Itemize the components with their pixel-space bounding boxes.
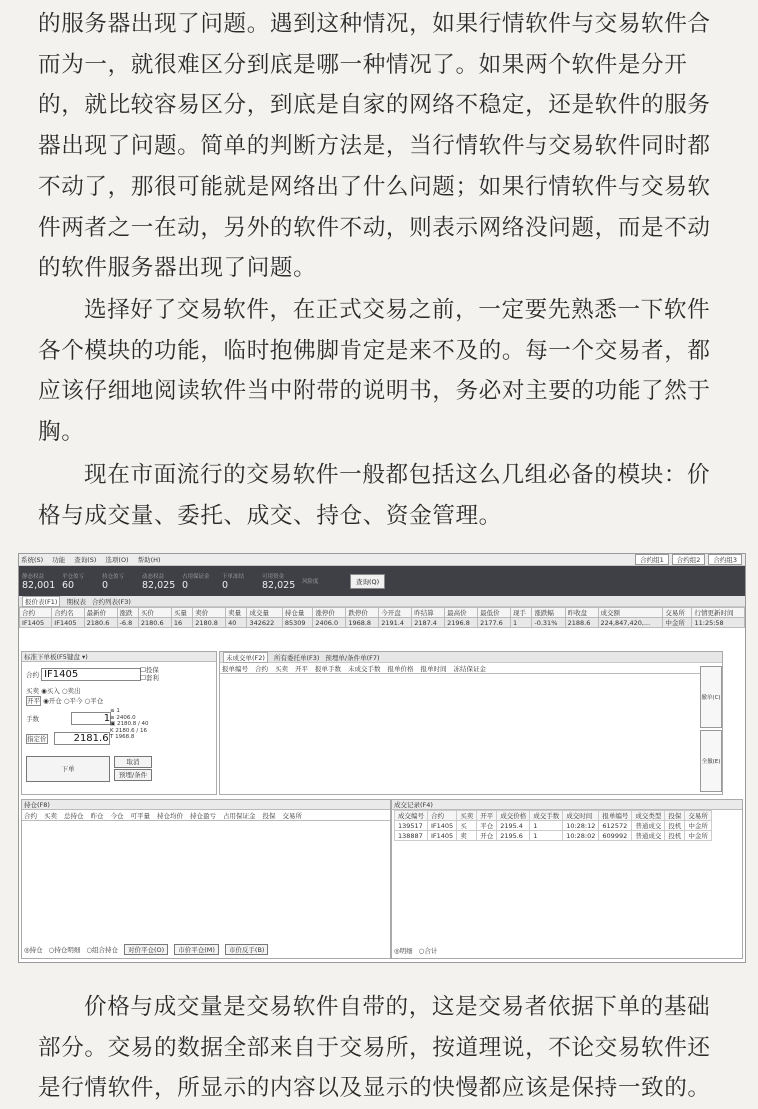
tab-all-orders[interactable]: 所有委托单(F3) [273,653,320,662]
paragraph-3: 现在市面流行的交易软件一般都包括这么几组必备的模块：价格与成交量、委托、成交、持仓、资金管理。 [38,462,711,529]
trade-cell: 买 [457,821,477,831]
cancel-order-button[interactable]: 撤单(C) [700,666,722,728]
quote-header-cell[interactable]: 行情更新时间 [692,608,745,618]
quote-header-cell[interactable]: 交易所 [663,608,692,618]
pending-column-header[interactable]: 合约 [255,664,268,673]
order-panel [21,651,217,795]
positions-column-header[interactable]: 投保 [262,811,276,820]
positions-footer-control[interactable]: 市价平仓(M) [174,944,219,955]
menu-function[interactable]: 功能 [52,556,66,564]
trades-column-header[interactable]: 成交编号 [395,811,428,821]
quote-cell[interactable]: -0.31% [532,618,565,628]
trade-cell: 平仓 [477,821,497,831]
quote-cell[interactable]: 342622 [247,618,282,628]
positions-column-header[interactable]: 今仓 [110,811,124,820]
cancel-all-button[interactable]: 全撤(E) [700,730,722,792]
quote-cell[interactable]: 2180.8 [193,618,226,628]
trade-cell: 普通成交 [632,831,665,841]
trade-cell: 609992 [599,831,632,841]
order-action-buttons [700,666,722,794]
account-cell: 占用保证金 0 [182,573,210,591]
trade-cell: 中金所 [685,821,712,831]
buy-radio[interactable]: ◉买入 [41,687,60,695]
quote-header-cell[interactable]: 卖量 [226,608,247,618]
price-row: 指定价 2181.6 [27,733,109,744]
trades-column-header[interactable]: 成交手数 [530,811,563,821]
trading-software-screenshot [18,553,746,963]
quote-header-cell[interactable]: 合约名 [52,608,84,618]
account-cell: 平仓盈亏 60 [62,573,85,591]
contract-row: 合约 IF1405 [26,668,141,681]
tab-group-2[interactable]: 合约组2 [672,554,706,565]
price-input[interactable]: 2181.6 [54,732,110,745]
quote-cell[interactable]: 16 [171,618,192,628]
positions-footer-control[interactable]: 市价反手(B) [225,944,269,955]
trade-cell: 投机 [665,821,685,831]
quote-header-cell[interactable]: 今开盘 [379,608,412,618]
quote-header-cell[interactable]: 卖价 [193,608,226,618]
quote-tabs [19,596,745,607]
positions-footer-control[interactable]: 对价平仓(O) [124,944,168,955]
account-cell: 持仓盈亏 0 [102,573,125,591]
quote-cell[interactable]: 2177.6 [478,618,511,628]
pending-tabs [220,652,722,663]
quote-header-cell[interactable]: 成交额 [598,608,663,618]
trades-panel [391,799,743,959]
trades-column-header[interactable]: 开平 [477,811,497,821]
quote-header-cell[interactable]: 涨跌幅 [532,608,565,618]
trade-cell: 1 [530,831,563,841]
quote-header-cell[interactable]: 昨结算 [412,608,445,618]
positions-column-header[interactable]: 占用保证金 [223,811,256,820]
positions-footer-control[interactable]: ◎持仓 [24,946,43,954]
table-row[interactable] [395,831,712,841]
tab-contracts[interactable]: 合约列表(F3) [91,597,131,606]
quote-cell[interactable]: 中金所 [663,618,692,628]
open-radio[interactable]: ◉开仓 [43,697,62,705]
menu-system[interactable]: 系统(S) [21,556,44,564]
trades-column-header[interactable]: 报单编号 [599,811,632,821]
trade-cell: 10:28:12 [563,821,599,831]
positions-column-header[interactable]: 交易所 [282,811,302,820]
trade-cell: IF1405 [428,831,457,841]
trade-cell: 投机 [665,831,685,841]
account-cell: 静态权益 82,001 [22,573,56,591]
trade-cell: 卖 [457,831,477,841]
quote-cell[interactable]: 40 [226,618,247,628]
positions-column-header[interactable]: 可平量 [130,811,150,820]
trade-cell: 开仓 [477,831,497,841]
quote-cell[interactable]: 2188.6 [565,618,598,628]
positions-column-header[interactable]: 合约 [24,811,37,820]
trade-cell: 1 [530,821,563,831]
arbitrage-checkbox[interactable]: ☐套利 [140,674,159,682]
account-cell: 下单冻结 0 [222,573,245,591]
positions-footer-control[interactable]: ○持仓明细 [48,946,81,954]
buysell-row: 买卖 ◉买入 ○卖出 [26,687,81,695]
quote-header-cell[interactable]: 涨跌 [117,608,138,618]
quote-cell[interactable]: 1968.8 [346,618,379,628]
positions-column-header[interactable]: 持仓盈亏 [190,811,216,820]
table-row[interactable] [395,821,712,831]
sell-radio[interactable]: ○卖出 [61,687,81,695]
pending-column-header[interactable]: 未成交手数 [348,664,381,673]
positions-footer-control[interactable]: ○组合持仓 [86,946,119,954]
quote-table [19,607,745,628]
quote-header-cell[interactable]: 昨收盘 [565,608,598,618]
pending-column-header[interactable]: 报单手数 [315,664,341,673]
account-cell: 风险度 [302,579,319,585]
trade-cell: IF1405 [428,821,457,831]
quote-cell[interactable]: 2187.4 [412,618,445,628]
positions-column-header[interactable]: 昨仓 [90,811,104,820]
quote-header-cell[interactable]: 成交量 [247,608,282,618]
positions-column-header[interactable]: 买卖 [44,811,57,820]
quote-header-cell[interactable]: 现手 [511,608,532,618]
menu-help[interactable]: 帮助(H) [137,556,161,564]
trades-title: 成交记录(F4) [392,800,742,810]
quote-header-cell[interactable]: 合约 [20,608,52,618]
tab-group-3[interactable]: 合约组3 [708,554,742,565]
positions-panel [21,799,391,959]
trades-column-header[interactable]: 交易所 [685,811,712,821]
pending-column-header[interactable]: 报单编号 [222,664,248,673]
quote-header-cell[interactable]: 最新价 [84,608,117,618]
quote-header-cell[interactable]: 买价 [138,608,171,618]
positions-columns [22,810,390,821]
quote-cell[interactable]: 2180.6 [84,618,117,628]
trades-footer-radio[interactable]: ◎明细 [394,947,413,955]
quote-cell[interactable]: IF1405 [20,618,52,628]
tab-unfilled[interactable]: 未成交单(F2) [223,652,268,663]
quote-header-cell[interactable]: 跌停价 [346,608,379,618]
quote-cell[interactable]: 2196.8 [445,618,478,628]
price-levels: ≤ 1 ≥ 2406.0 ▣ 2180.8 / 40 K 2180.6 / 16 T 1968.8 [110,708,149,740]
hedge-checkbox[interactable]: ☐投保 [140,666,159,674]
positions-footer [24,944,274,955]
submit-order-button[interactable]: 下单 [26,756,110,782]
positions-title: 持仓(F8) [22,800,390,810]
menu-bar [19,554,745,566]
qty-input[interactable]: 1 [71,712,111,725]
pending-columns [220,663,722,674]
trades-table [394,810,712,841]
trade-cell: 普通成交 [632,821,665,831]
query-button[interactable]: 查询(Q) [350,574,385,589]
paragraph-2: 选择好了交易软件，在正式交易之前，一定要先熟悉一下软件各个模块的功能，临时抱佛脚肯定是来不及的。每一个交易者，都应该仔细地阅读软件当中附带的说明书，务必对主要的功能了然于胸。 [38,297,711,446]
close-radio[interactable]: ○平仓 [84,697,104,705]
cancel-button[interactable]: 取消 [114,756,152,768]
openclose-row: 开平 ◉开仓 ○平今 ○平仓 [27,697,104,705]
contract-input[interactable]: IF1405 [41,668,141,681]
trades-column-header[interactable]: 成交价格 [497,811,530,821]
quote-header-cell[interactable]: 买量 [171,608,192,618]
quote-header-cell[interactable]: 最高价 [445,608,478,618]
quote-cell[interactable]: 1 [511,618,532,628]
quote-cell[interactable]: 85309 [282,618,313,628]
quote-cell[interactable]: 224,847,420,... [598,618,663,628]
menu-options[interactable]: 选项(O) [105,556,129,564]
quote-cell[interactable]: 2406.0 [313,618,346,628]
close-today-radio[interactable]: ○平今 [63,697,83,705]
account-cell: 动态权益 82,025 [142,573,176,591]
conditional-order-button[interactable]: 预埋/条件 [114,769,152,781]
pending-column-header[interactable]: 报单时间 [420,664,447,673]
quote-cell[interactable]: -6.8 [117,618,138,628]
qty-row: 手数 1 [26,713,111,724]
trade-cell: 2195.4 [497,821,530,831]
trade-cell: 139517 [395,821,428,831]
account-summary-bar [19,566,745,596]
positions-column-header[interactable]: 持仓均价 [157,811,183,820]
trades-column-header[interactable]: 投保 [665,811,685,821]
trades-column-header[interactable]: 成交时间 [563,811,599,821]
paragraph-1: 的服务器出现了问题。遇到这种情况，如果行情软件与交易软件合而为一，就很难区分到底是哪一种情况了。如果两个软件是分开的，就比较容易区分，到底是自家的网络不稳定，还是软件的服务器出现了问题。简单的判断方法是，当行情软件与交易软件同时都不动了，那很可能就是网络出了什么问题；如果行情软件与交易软件两者之一在动，另外的软件不动，则表示网络没问题，而是不动的软件服务器出现了问题。 [38,11,711,282]
tab-quote[interactable]: 报价表(F1) [22,596,60,607]
trade-cell: 10:28:02 [563,831,599,841]
pending-column-header[interactable]: 冻结保证金 [453,664,486,673]
trades-footer [394,946,443,955]
menu-query[interactable]: 查询(S) [74,556,97,564]
paragraph-4: 价格与成交量是交易软件自带的，这是交易者依据下单的基础部分。交易的数据全部来自于交易所，按道理说，不论交易软件还是行情软件，所显示的内容以及显示的快慢都应该是保持一致的。 [38,994,711,1102]
trades-column-header[interactable]: 合约 [428,811,457,821]
quote-cell[interactable]: IF1405 [52,618,84,628]
pending-column-header[interactable]: 买卖 [275,664,288,673]
trade-cell: 2195.6 [497,831,530,841]
quote-cell[interactable]: 11:25:58 [692,618,745,628]
trades-footer-radio[interactable]: ○合计 [418,947,438,955]
pending-column-header[interactable]: 报单价格 [387,664,414,673]
positions-column-header[interactable]: 总持仓 [64,811,84,820]
quote-header-cell[interactable]: 最低价 [478,608,511,618]
tab-conditional[interactable]: 预埋单/条件单(F7) [325,653,380,662]
tab-options[interactable]: 期权表 [66,597,86,606]
account-cell: 可用资金 82,025 [262,573,296,591]
trade-cell: 612572 [599,821,632,831]
quote-header-cell[interactable]: 涨停价 [313,608,346,618]
trade-cell: 138887 [395,831,428,841]
order-panel-title: 标准下单板(F5键盘 ▾) [22,652,216,662]
quote-cell[interactable]: 2180.6 [138,618,171,628]
trades-column-header[interactable]: 买卖 [457,811,477,821]
trade-cell: 中金所 [685,831,712,841]
quote-cell[interactable]: 2191.4 [379,618,412,628]
trades-column-header[interactable]: 成交类型 [632,811,665,821]
pending-column-header[interactable]: 开平 [295,664,308,673]
pending-orders-panel [219,651,723,795]
tab-group-1[interactable]: 合约组1 [635,554,669,565]
quote-header-cell[interactable]: 持仓量 [282,608,313,618]
